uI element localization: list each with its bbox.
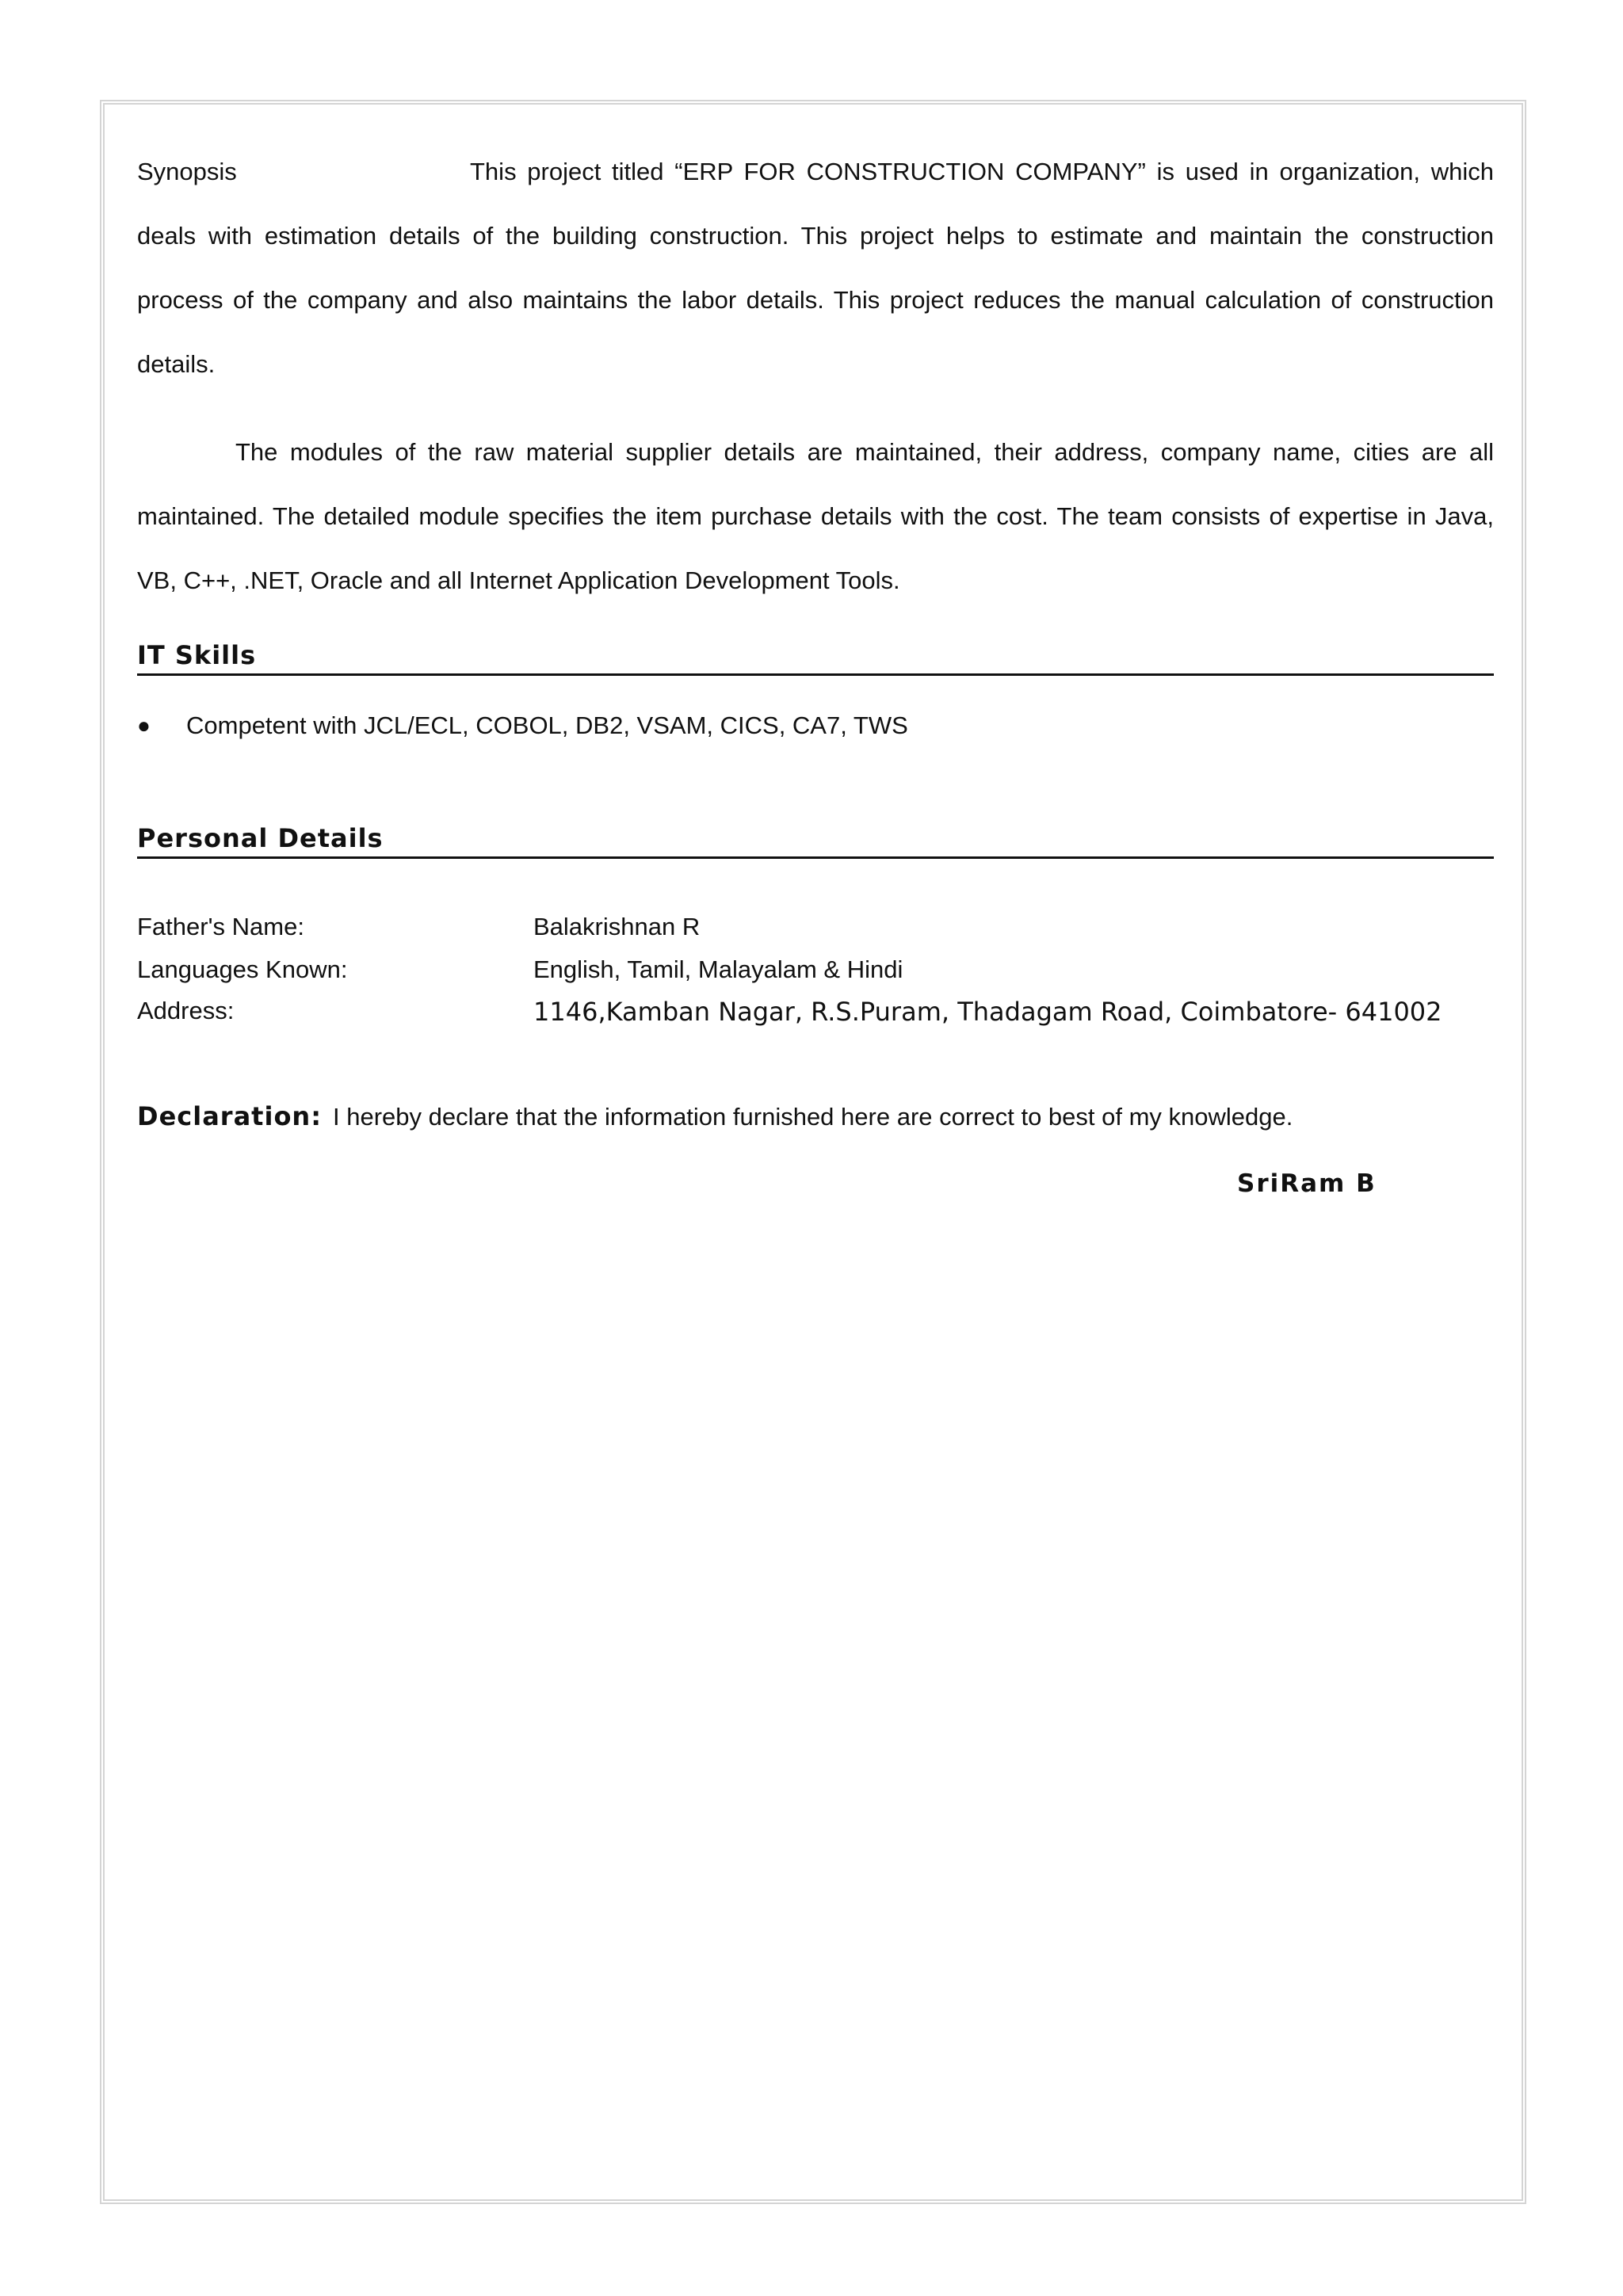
fathers-name-row [137,913,700,941]
synopsis-paragraph-2: The modules of the raw material supplier details are maintained, their address, company name, cities are all maintained. The detailed module specifies the item purchase details with the cost. The team consists of expertise in Java, VB, C++, .NET, Oracle and all Internet Application Development Tools. [137,438,1494,594]
synopsis-paragraph: deals with estimation details of the building construction. This project helps to estimate and maintain the construction process of the company and also maintains the labor details. This project reduces the manual calculation of construction details. [137,222,1494,378]
it-skills-heading: IT Skills [137,640,1494,676]
synopsis-first-row [137,139,1494,204]
synopsis-label: Synopsis [137,158,237,185]
address-value: 1146,Kamban Nagar, R.S.Puram, Thadagam Road, Coimbatore- 641002 [533,997,1442,1027]
declaration-text: I hereby declare that the information furnished here are correct to best of my knowledge. [333,1103,1293,1131]
languages-label: Languages Known: [137,955,348,983]
it-skills-item-text: Competent with JCL/ECL, COBOL, DB2, VSAM, CICS, CA7, TWS [186,711,908,739]
bullet-icon: ● [137,713,151,738]
resume-page [137,139,1494,1198]
synopsis-section [137,139,1494,612]
declaration-row [137,1101,1293,1131]
fathers-name-value: Balakrishnan R [533,913,701,940]
declaration-label: Declaration: [137,1101,322,1131]
languages-value: English, Tamil, Malayalam & Hindi [533,955,903,983]
it-skills-item [137,711,908,740]
address-label: Address: [137,997,235,1024]
synopsis-first-line: This project titled “ERP FOR CONSTRUCTION COMPANY” is used in organization, which [470,158,1494,185]
address-row [137,997,1442,1027]
signature-name: SriRam B [1237,1169,1377,1198]
personal-details-heading: Personal Details [137,823,1494,859]
languages-row [137,955,903,984]
fathers-name-label: Father's Name: [137,913,304,940]
